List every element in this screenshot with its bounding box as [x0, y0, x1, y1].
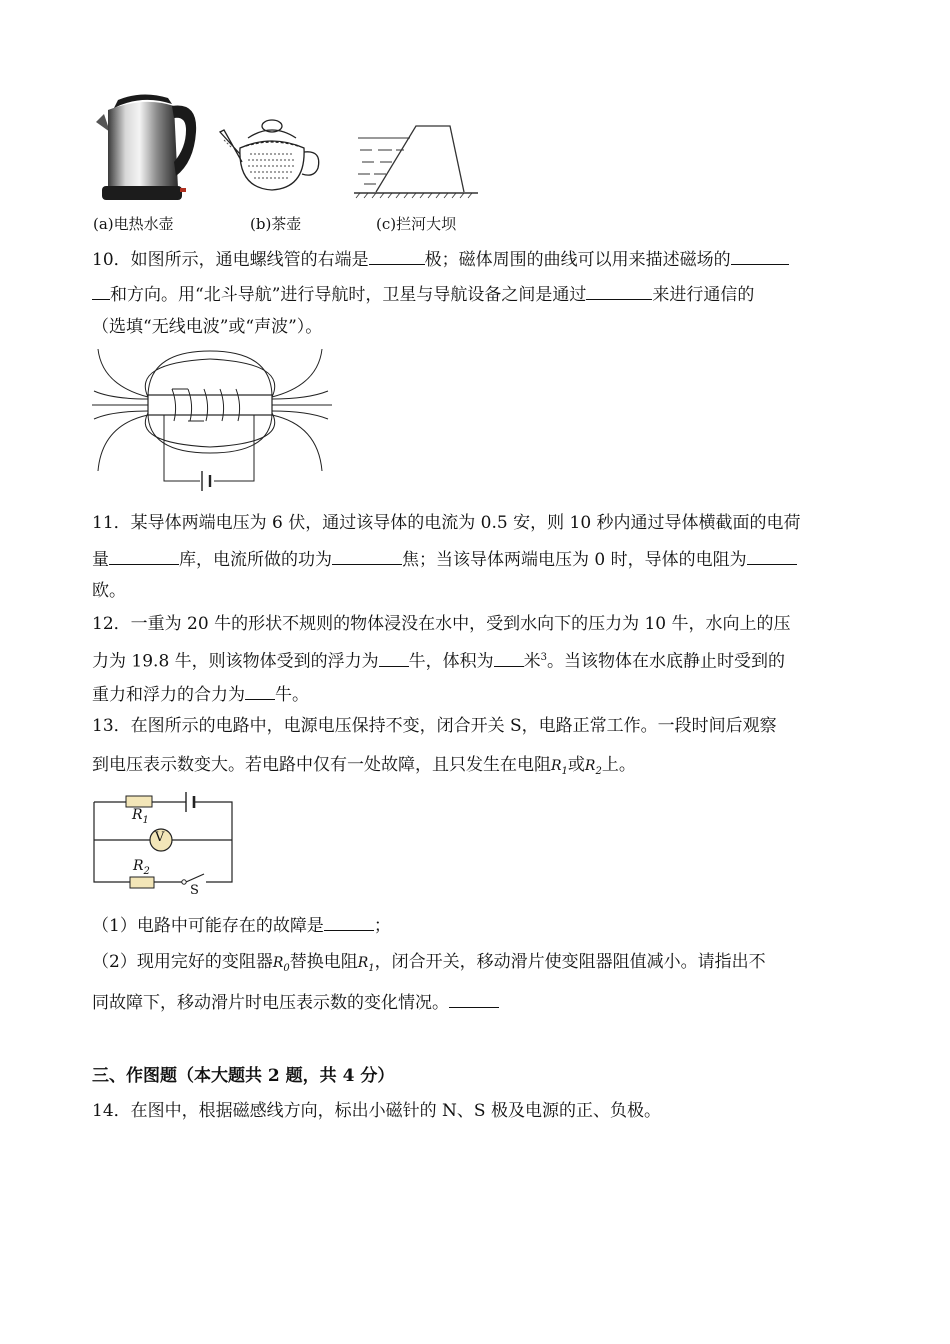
- q10-line-3: （选填“无线电波”或“声波”）。: [92, 317, 323, 337]
- q13-line-1: 13．在图所示的电路中，电源电压保持不变，闭合开关 S，电路正常工作。一段时间后观察: [92, 716, 777, 736]
- q13-part-1: （1）电路中可能存在的故障是 ；: [92, 912, 391, 937]
- figure-kettle: [94, 92, 204, 204]
- q13-part-2: （2）现用完好的变阻器$R_0$替换电阻$R_1$，闭合开关，移动滑片使变阻器阻值减小。请指出不: [92, 952, 766, 974]
- circuit-switch-label: S: [190, 883, 199, 898]
- figure-dam: [352, 120, 482, 202]
- figure-solenoid: [92, 345, 332, 497]
- q11-line-1: 11．某导体两端电压为 6 伏，通过该导体的电流为 0.5 安，则 10 秒内通过导体横截面的电荷: [92, 513, 801, 533]
- q10-blank-field-a[interactable]: [731, 246, 789, 265]
- q11-blank-charge[interactable]: [109, 546, 179, 565]
- q12-line-3: 重力和浮力的合力为 牛。: [92, 681, 309, 706]
- q14-line-1: 14．在图中，根据磁感线方向，标出小磁针的 N、S 极及电源的正、负极。: [92, 1101, 661, 1121]
- q12-line-1: 12．一重为 20 牛的形状不规则的物体浸没在水中，受到水向下的压力为 10 牛，水向上的压: [92, 614, 791, 634]
- q13-blank-fault[interactable]: [324, 912, 374, 931]
- q11-blank-work[interactable]: [332, 546, 402, 565]
- q13-line-2: 到电压表示数变大。若电路中仅有一处故障，且只发生在电阻$R_1$或$R_2$上。: [92, 755, 636, 777]
- circuit-label-r2: $R_2$: [133, 858, 150, 877]
- q10-blank-field-b[interactable]: [92, 281, 110, 300]
- figure-teapot: [218, 112, 326, 196]
- q11-blank-resistance[interactable]: [747, 546, 797, 565]
- q12-blank-buoyancy[interactable]: [379, 648, 409, 667]
- circuit-label-r1: $R_1$: [132, 807, 149, 826]
- q12-blank-volume[interactable]: [494, 648, 524, 667]
- section-3-title: 三、作图题（本大题共 2 题，共 4 分）: [92, 1066, 395, 1086]
- q13-blank-voltage-change[interactable]: [449, 989, 499, 1008]
- q11-line-3: 欧。: [92, 581, 126, 601]
- dam-caption: (c)拦河大坝: [376, 215, 457, 233]
- kettle-caption: (a)电热水壶: [93, 215, 174, 233]
- teapot-caption: (b)茶壶: [250, 215, 302, 233]
- q10-line-2: 和方向。用“北斗导航”进行导航时，卫星与导航设备之间是通过 来进行通信的: [92, 281, 754, 306]
- q11-line-2: 量 库，电流所做的功为 焦；当该导体两端电压为 0 时，导体的电阻为: [92, 546, 797, 571]
- circuit-voltmeter-label: V: [155, 830, 165, 845]
- q13-part-3: 同故障下，移动滑片时电压表示数的变化情况。: [92, 989, 499, 1014]
- q12-blank-net-force[interactable]: [245, 681, 275, 700]
- q10-line-1: 10．如图所示，通电螺线管的右端是 极；磁体周围的曲线可以用来描述磁场的: [92, 246, 789, 271]
- q10-blank-wave[interactable]: [586, 281, 652, 300]
- q10-blank-pole[interactable]: [369, 246, 425, 265]
- figure-circuit: [90, 790, 240, 900]
- q12-line-2: 力为 19.8 牛，则该物体受到的浮力为 牛，体积为 米$^3$。当该物体在水底静止时受到的: [92, 647, 785, 673]
